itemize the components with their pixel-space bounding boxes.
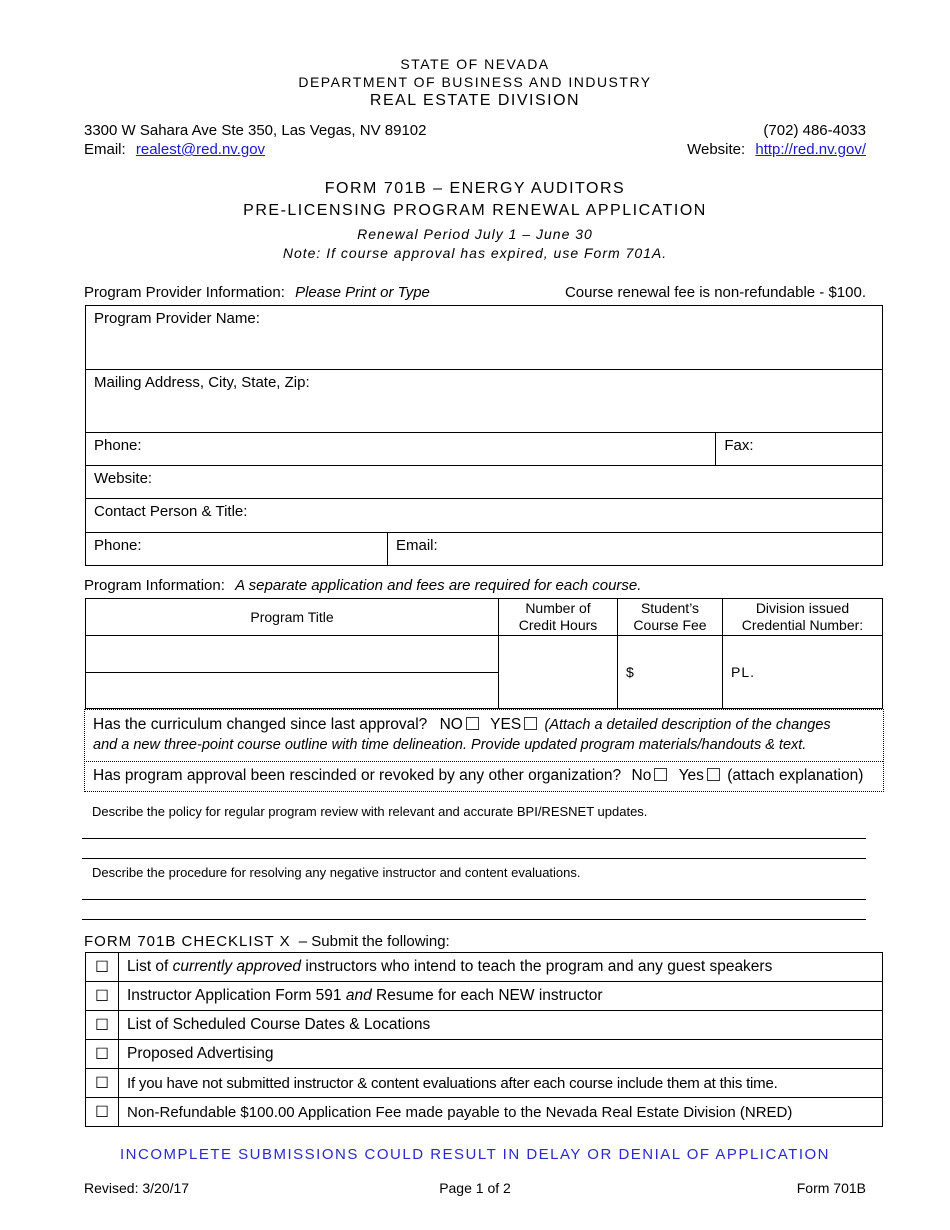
credential-header-line2: Credential Number:	[741, 617, 864, 633]
checklist-row	[86, 1069, 883, 1098]
provider-phone-label: Phone:	[94, 437, 142, 454]
checklist-checkbox-1[interactable]: ☐	[86, 953, 119, 982]
checklist-item-3: List of Scheduled Course Dates & Locations	[119, 1011, 883, 1040]
checklist-row	[86, 1040, 883, 1069]
course-fee-header-line2: Course Fee	[633, 617, 707, 633]
fee-prefix: $	[626, 664, 634, 680]
checklist-item-5: If you have not submitted instructor & content evaluations after each course include them at this time.	[119, 1069, 883, 1098]
mailing-address-label: Mailing Address, City, State, Zip:	[94, 374, 310, 391]
mailing-address-field[interactable]	[86, 370, 883, 433]
revoked-question	[93, 767, 863, 785]
checklist-checkbox-5[interactable]: ☐	[86, 1069, 119, 1098]
provider-phone-field[interactable]	[86, 433, 716, 466]
review-policy-line-2[interactable]	[82, 858, 866, 859]
provider-fax-label: Fax:	[724, 437, 754, 454]
checklist-item-1	[119, 953, 883, 982]
contact-email-field[interactable]	[388, 533, 883, 566]
division-phone: (702) 486-4033	[763, 122, 866, 139]
program-title-header: Program Title	[86, 599, 499, 636]
curriculum-question-text: Has the curriculum changed since last approval?	[93, 716, 428, 733]
provider-name-field[interactable]	[86, 306, 883, 370]
course-fee-header-line1: Student’s	[640, 600, 700, 616]
checklist-item-6: Non-Refundable $100.00 Application Fee made payable to the Nevada Real Estate Division (NRED)	[119, 1098, 883, 1127]
credit-hours-header-line1: Number of	[525, 600, 591, 616]
website-link[interactable]: http://red.nv.gov/	[755, 141, 866, 158]
curriculum-no-label: NO	[439, 716, 463, 733]
checklist-heading-suffix: – Submit the following:	[298, 933, 450, 950]
website-label: Website:	[687, 141, 746, 158]
email-line	[84, 141, 265, 158]
provider-website-field[interactable]	[86, 466, 883, 499]
credential-field[interactable]	[723, 636, 883, 709]
questions-divider	[84, 761, 883, 762]
contact-phone-field[interactable]	[86, 533, 388, 566]
contact-email-label: Email:	[396, 537, 438, 554]
division-address: 3300 W Sahara Ave Ste 350, Las Vegas, NV 89102	[84, 122, 427, 139]
checklist-item-4: Proposed Advertising	[119, 1040, 883, 1069]
course-fee-field[interactable]	[618, 636, 723, 709]
revoked-no-label: No	[631, 767, 652, 784]
checklist-checkbox-3[interactable]: ☐	[86, 1011, 119, 1040]
contact-person-field[interactable]	[86, 499, 883, 533]
program-heading	[84, 577, 641, 594]
course-fee-header	[618, 599, 723, 636]
checklist-item-1-b: currently approved	[172, 958, 302, 975]
revoked-note: (attach explanation)	[727, 767, 864, 784]
evaluation-procedure-line-1[interactable]	[82, 899, 866, 900]
checklist-checkbox-6[interactable]: ☐	[86, 1098, 119, 1127]
provider-heading-label: Program Provider Information:	[84, 284, 285, 301]
revoked-no-checkbox[interactable]	[654, 768, 667, 781]
email-link[interactable]: realest@red.nv.gov	[135, 141, 266, 158]
program-heading-note: A separate application and fees are required for each course.	[235, 577, 642, 594]
curriculum-no-checkbox[interactable]	[466, 717, 479, 730]
division-heading: REAL ESTATE DIVISION	[369, 92, 581, 109]
provider-fax-field[interactable]	[716, 433, 883, 466]
checklist-item-2-a: Instructor Application Form 591	[127, 987, 346, 1004]
checklist-table	[85, 952, 883, 1127]
checklist-checkbox-2[interactable]: ☐	[86, 982, 119, 1011]
credential-prefix: PL.	[731, 664, 756, 680]
provider-table	[85, 305, 883, 566]
review-policy-line-1[interactable]	[82, 838, 866, 839]
program-heading-label: Program Information:	[84, 577, 225, 594]
provider-heading-note: Please Print or Type	[295, 284, 430, 301]
checklist-row	[86, 982, 883, 1011]
form-subtitle: PRE-LICENSING PROGRAM RENEWAL APPLICATION	[243, 202, 707, 219]
checklist-item-2-c: Resume for each NEW instructor	[371, 987, 603, 1004]
credit-hours-header	[499, 599, 618, 636]
revoked-question-text: Has program approval been rescinded or revoked by any other organization?	[93, 767, 622, 784]
checklist-row	[86, 953, 883, 982]
provider-name-label: Program Provider Name:	[94, 310, 260, 327]
credential-header-line1: Division issued	[755, 600, 850, 616]
provider-heading	[84, 284, 430, 301]
department-heading: DEPARTMENT OF BUSINESS AND INDUSTRY	[298, 74, 652, 90]
renewal-period: Renewal Period July 1 – June 30	[357, 226, 593, 242]
checklist-item-2	[119, 982, 883, 1011]
form-title: FORM 701B – ENERGY AUDITORS	[324, 180, 626, 197]
program-title-field-1[interactable]	[86, 636, 499, 673]
credit-hours-header-line2: Credit Hours	[518, 617, 598, 633]
state-heading: STATE OF NEVADA	[400, 56, 550, 72]
email-label: Email:	[84, 141, 126, 158]
review-policy-prompt: Describe the policy for regular program review with relevant and accurate BPI/RESNET updates.	[92, 804, 648, 819]
curriculum-yes-checkbox[interactable]	[524, 717, 537, 730]
credential-header	[723, 599, 883, 636]
curriculum-note-2: and a new three-point course outline with time delineation. Provide updated program materials/handouts & text.	[93, 737, 807, 753]
contact-person-label: Contact Person & Title:	[94, 503, 248, 520]
revoked-yes-label: Yes	[678, 767, 704, 784]
curriculum-question	[93, 716, 878, 734]
credit-hours-field[interactable]	[499, 636, 618, 709]
revoked-yes-checkbox[interactable]	[707, 768, 720, 781]
expiry-note: Note: If course approval has expired, use Form 701A.	[282, 245, 668, 261]
program-title-field-2[interactable]	[86, 673, 499, 709]
provider-website-label: Website:	[94, 470, 153, 487]
evaluation-procedure-prompt: Describe the procedure for resolving any negative instructor and content evaluations.	[92, 865, 581, 880]
checklist-checkbox-4[interactable]: ☐	[86, 1040, 119, 1069]
checklist-item-1-a: List of	[127, 958, 173, 975]
incomplete-warning: INCOMPLETE SUBMISSIONS COULD RESULT IN DELAY OR DENIAL OF APPLICATION	[119, 1146, 831, 1163]
curriculum-yes-label: YES	[490, 716, 522, 733]
checklist-heading-label: FORM 701B CHECKLIST X	[84, 933, 291, 950]
checklist-item-2-b: and	[345, 987, 372, 1004]
website-line	[687, 141, 866, 158]
checklist-heading	[84, 933, 450, 950]
curriculum-note-1: (Attach a detailed description of the changes	[544, 717, 831, 733]
evaluation-procedure-line-2[interactable]	[82, 919, 866, 920]
form-number: Form 701B	[796, 1180, 866, 1196]
checklist-row	[86, 1098, 883, 1127]
program-table	[85, 598, 883, 709]
checklist-item-1-c: instructors who intend to teach the program and any guest speakers	[301, 958, 773, 975]
contact-phone-label: Phone:	[94, 537, 142, 554]
fee-note: Course renewal fee is non-refundable - $100.	[564, 284, 866, 301]
checklist-row	[86, 1011, 883, 1040]
page-number: Page 1 of 2	[439, 1180, 511, 1196]
revised-date: Revised: 3/20/17	[84, 1180, 190, 1196]
